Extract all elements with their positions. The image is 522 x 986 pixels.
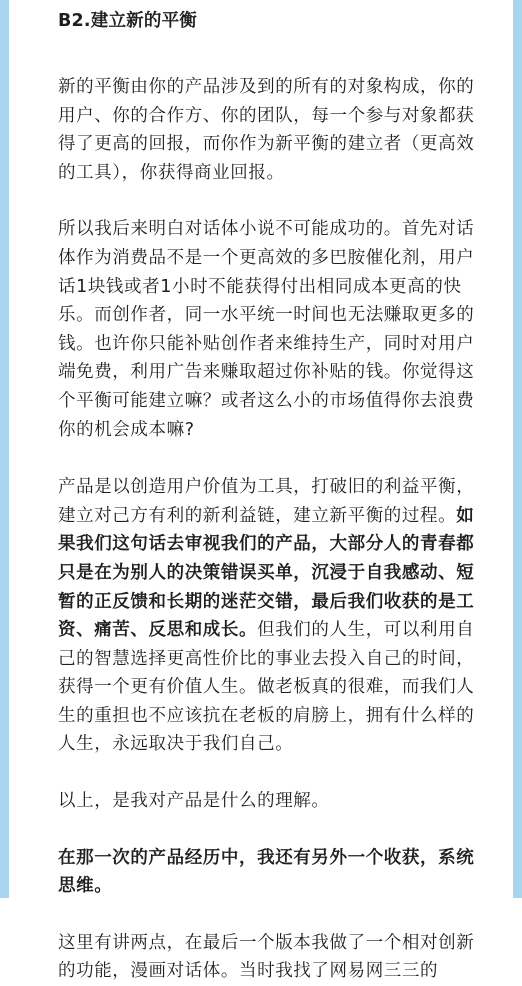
paragraph-product-definition	[58, 473, 482, 759]
bold-emphasis-text: 在那一次的产品经历中，我还有另外一个收获，系统思维。	[58, 847, 475, 897]
bold-emphasis-text: 如果我们这句话去审视我们的产品，大部分人的青春都只是在为别人的决策错误买单，沉浸于自我感动、短暂的正反馈和长期的迷茫交错，最后我们收获的是工资、痛苦、反思和成长。	[58, 505, 475, 641]
section-heading: B2.建立新的平衡	[58, 11, 197, 31]
paragraph-comic-dialogue: 这里有讲两点，在最后一个版本我做了一个相对创新的功能，漫画对话体。当时我找了网易网三三的	[58, 932, 475, 982]
paragraph-system-thinking	[58, 844, 482, 901]
paragraph-new-balance: 新的平衡由你的产品涉及到的所有的对象构成，你的用户、你的合作方、你的团队，每一个参与对象都获得了更高的回报，而你作为新平衡的建立者（更高效的工具），你获得商业回报。	[58, 77, 475, 183]
paragraph-summary: 以上，是我对产品是什么的理解。	[58, 791, 330, 812]
paragraph-text: 但我们的人生，可以利用自己的智慧选择更高性价比的事业去投入自己的时间，获得一个更有价值人生。做老板真的很难，而我们人生的重担也不应该抗在老板的肩膀上，拥有什么样的人生，永远取决于我们自己。	[58, 620, 475, 755]
paragraph-text: 产品是以创造用户价值为工具，打破旧的利益平衡，建立对己方有利的新利益链，建立新平衡的过程。	[58, 477, 475, 526]
article-body	[58, 0, 482, 986]
paragraph-dialogue-novel: 所以我后来明白对话体小说不可能成功的。首先对话体作为消费品不是一个更高效的多巴胺催化剂，用户话1块钱或者1小时不能获得付出相同成本更高的快乐。而创作者，同一水平统一时间也无法赚取更多的钱。也许你只能补贴创作者来维持生产，同时对用户端免费，利用广告来赚取超过你补贴的钱。你觉得这个平衡可能建立嘛？或者这么小的市场值得你去浪费你的机会成本嘛?	[58, 219, 475, 440]
